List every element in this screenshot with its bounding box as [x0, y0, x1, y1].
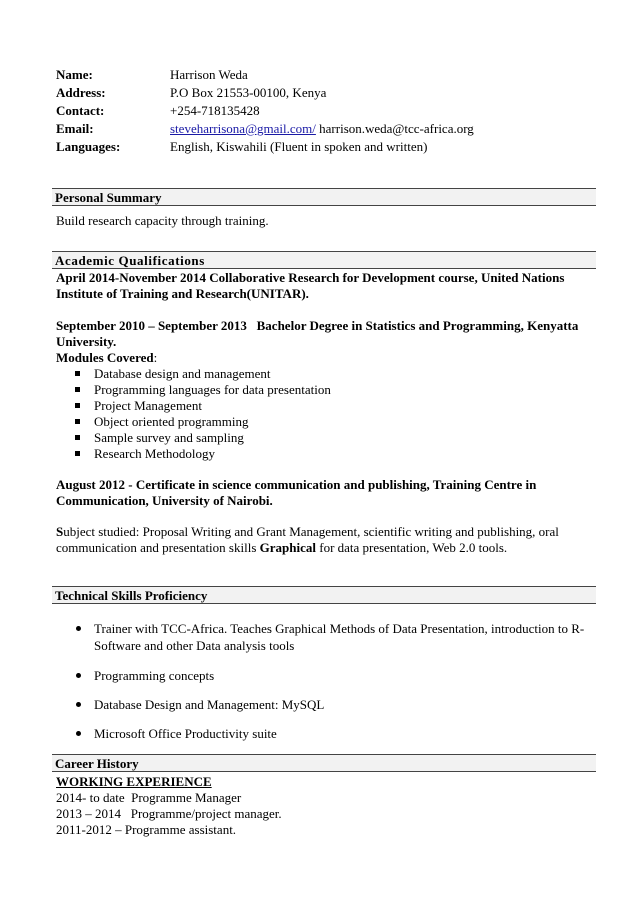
round-bullet-icon — [76, 731, 81, 736]
academic-qualifications-heading: Academic Qualifications — [52, 251, 596, 269]
qualification-uon-line2: Communication, University of Nairobi. — [56, 493, 273, 508]
list-item: Sample survey and sampling — [56, 430, 596, 446]
square-bullet-icon — [75, 387, 80, 392]
email-values — [170, 120, 596, 138]
email-link[interactable]: steveharrisona@gmail.com/ — [170, 121, 316, 136]
technical-skills-heading: Technical Skills Proficiency — [52, 586, 596, 604]
list-item: Database design and management — [56, 366, 596, 382]
qualification-unitar-line1: April 2014-November 2014 Collaborative Research for Development course, United Nations — [56, 270, 565, 285]
contact-details — [56, 66, 596, 156]
address-value: P.O Box 21553-00100, Kenya — [170, 85, 327, 100]
qualification-unitar-line2: Institute of Training and Research(UNITAR). — [56, 286, 309, 301]
personal-summary-heading: Personal Summary — [52, 188, 596, 206]
square-bullet-icon — [75, 371, 80, 376]
technical-skills-list — [56, 620, 596, 654]
square-bullet-icon — [75, 403, 80, 408]
name-label: Name: — [56, 67, 93, 82]
list-item: Project Management — [56, 398, 596, 414]
career-line: 2013 – 2014 Programme/project manager. — [56, 806, 282, 821]
technical-skills-list-3 — [56, 696, 596, 713]
address-label: Address: — [56, 85, 106, 100]
qualification-unitar — [56, 270, 596, 302]
career-line: 2014- to date Programme Manager — [56, 790, 242, 805]
summary-text: Build research capacity through training. — [56, 213, 269, 228]
round-bullet-icon — [76, 702, 81, 707]
square-bullet-icon — [75, 451, 80, 456]
list-item: Trainer with TCC-Africa. Teaches Graphical Methods of Data Presentation, introduction to R- Software and other Data analysis tools — [56, 620, 596, 654]
qualification-kenyatta-line1: September 2010 – September 2013 Bachelor Degree in Statistics and Programming, Kenyatta — [56, 318, 579, 333]
email-secondary: harrison.weda@tcc-africa.org — [319, 121, 474, 136]
career-history — [56, 774, 596, 838]
square-bullet-icon — [75, 435, 80, 440]
languages-value: English, Kiswahili (Fluent in spoken and written) — [170, 139, 428, 154]
contact-row-languages — [56, 138, 596, 156]
qualification-kenyatta — [56, 318, 596, 462]
languages-label: Languages: — [56, 139, 121, 154]
round-bullet-icon — [76, 673, 81, 678]
contact-row-phone — [56, 102, 596, 120]
email-label: Email: — [56, 121, 94, 136]
contact-row-name — [56, 66, 596, 84]
contact-label: Contact: — [56, 103, 105, 118]
list-item: Programming concepts — [56, 667, 596, 684]
modules-covered-label: Modules Covered: — [56, 350, 158, 365]
list-item: Programming languages for data presentation — [56, 382, 596, 398]
contact-row-address — [56, 84, 596, 102]
qualification-kenyatta-line2: University. — [56, 334, 117, 349]
phone-value: +254-718135428 — [170, 103, 260, 118]
contact-row-email — [56, 120, 596, 138]
subjects-studied — [56, 524, 596, 556]
technical-skills-list-4 — [56, 725, 596, 742]
career-line: 2011-2012 – Programme assistant. — [56, 822, 237, 837]
list-item: Object oriented programming — [56, 414, 596, 430]
working-experience-subheading: WORKING EXPERIENCE — [56, 774, 212, 789]
qualification-uon — [56, 477, 596, 509]
list-item: Microsoft Office Productivity suite — [56, 725, 596, 742]
list-item: Database Design and Management: MySQL — [56, 696, 596, 713]
square-bullet-icon — [75, 419, 80, 424]
name-value: Harrison Weda — [170, 67, 248, 82]
round-bullet-icon — [76, 626, 81, 631]
modules-list — [56, 366, 596, 462]
qualification-uon-line1: August 2012 - Certificate in science communication and publishing, Training Centre in — [56, 477, 537, 492]
technical-skills-list-2 — [56, 667, 596, 684]
subjects-line1: Subject studied: Proposal Writing and Grant Management, scientific writing and publishing, oral — [56, 524, 559, 539]
subjects-line2: communication and presentation skills Graphical for data presentation, Web 2.0 tools. — [56, 540, 508, 555]
list-item: Research Methodology — [56, 446, 596, 462]
career-history-heading: Career History — [52, 754, 596, 772]
